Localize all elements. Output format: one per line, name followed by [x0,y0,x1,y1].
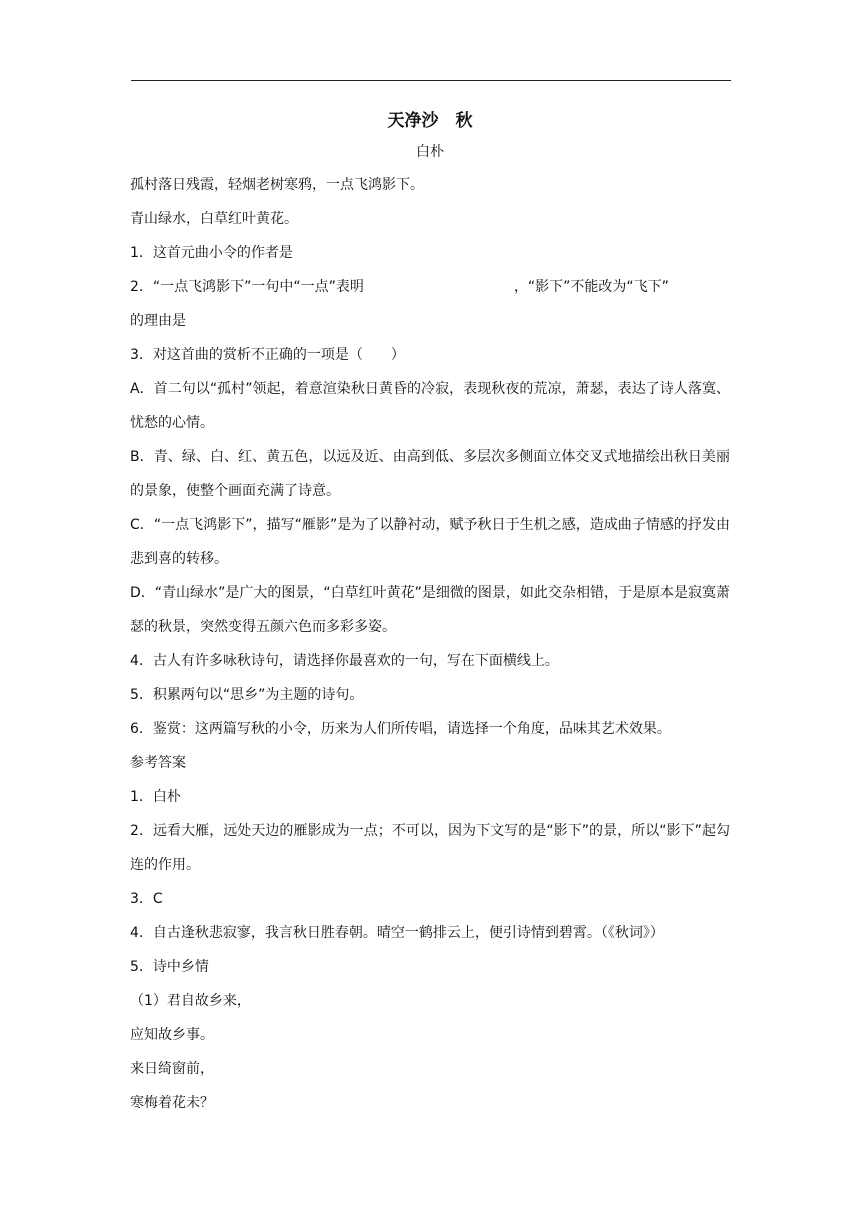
document-body [130,106,730,1120]
header-rule [131,80,731,81]
option-b: B．青、绿、白、红、黄五色，以远及近、由高到低、多层次多侧面立体交叉式地描绘出秋日美丽的景象，使整个画面充满了诗意。 [130,449,730,499]
answers-heading: 参考答案 [130,755,186,771]
answer-5-poem-line: 寒梅着花未？ [130,1095,214,1111]
question-3: 3．对这首曲的赏析不正确的一项是（ ） [130,347,405,363]
question-2-part-a: 2．“一点飞鸿影下”一句中“一点”表明 [130,279,364,295]
question-2 [130,270,730,304]
option-c: C．“一点飞鸿影下”，描写“雁影”是为了以静衬动，赋予秋日于生机之感，造成曲子情感的抒发由悲到喜的转移。 [130,517,730,567]
poem-line: 孤村落日残霞，轻烟老树寒鸦，一点飞鸿影下。 [130,177,424,193]
answer-5-poem-line: （1）君自故乡来， [130,993,251,1009]
answer-4: 4．自古逢秋悲寂寥，我言秋日胜春朝。晴空一鹤排云上，便引诗情到碧霄。（《秋词》） [130,925,664,941]
poem-author: 白朴 [416,144,444,160]
answer-5-poem-line: 来日绮窗前， [130,1061,214,1077]
answer-3: 3．C [130,891,163,907]
question-2-part-b: ，“影下”不能改为“飞下” [513,279,669,295]
question-4: 4．古人有许多咏秋诗句，请选择你最喜欢的一句，写在下面横线上。 [130,653,559,669]
question-1: 1．这首元曲小令的作者是 [130,245,293,261]
answer-2: 2．远看大雁，远处天边的雁影成为一点；不可以，因为下文写的是“影下”的景，所以“影下”起勾连的作用。 [130,823,730,873]
answer-1: 1．白朴 [130,789,181,805]
poem-title: 天净沙 秋 [387,111,473,131]
poem-line: 青山绿水，白草红叶黄花。 [130,211,298,227]
answer-5-poem-line: 应知故乡事。 [130,1027,214,1043]
question-2-continued: 的理由是 [130,313,186,329]
answer-5: 5．诗中乡情 [130,959,209,975]
option-a: A．首二句以“孤村”领起，着意渲染秋日黄昏的冷寂，表现秋夜的荒凉，萧瑟，表达了诗人落寞、忧愁的心情。 [130,381,730,431]
option-d: D．“青山绿水”是广大的图景，“白草红叶黄花”是细微的图景，如此交杂相错，于是原本是寂寞萧瑟的秋景，突然变得五颜六色而多彩多姿。 [130,585,730,635]
question-5: 5．积累两句以“思乡”为主题的诗句。 [130,687,364,703]
question-6: 6．鉴赏：这两篇写秋的小令，历来为人们所传唱，请选择一个角度，品味其艺术效果。 [130,721,671,737]
